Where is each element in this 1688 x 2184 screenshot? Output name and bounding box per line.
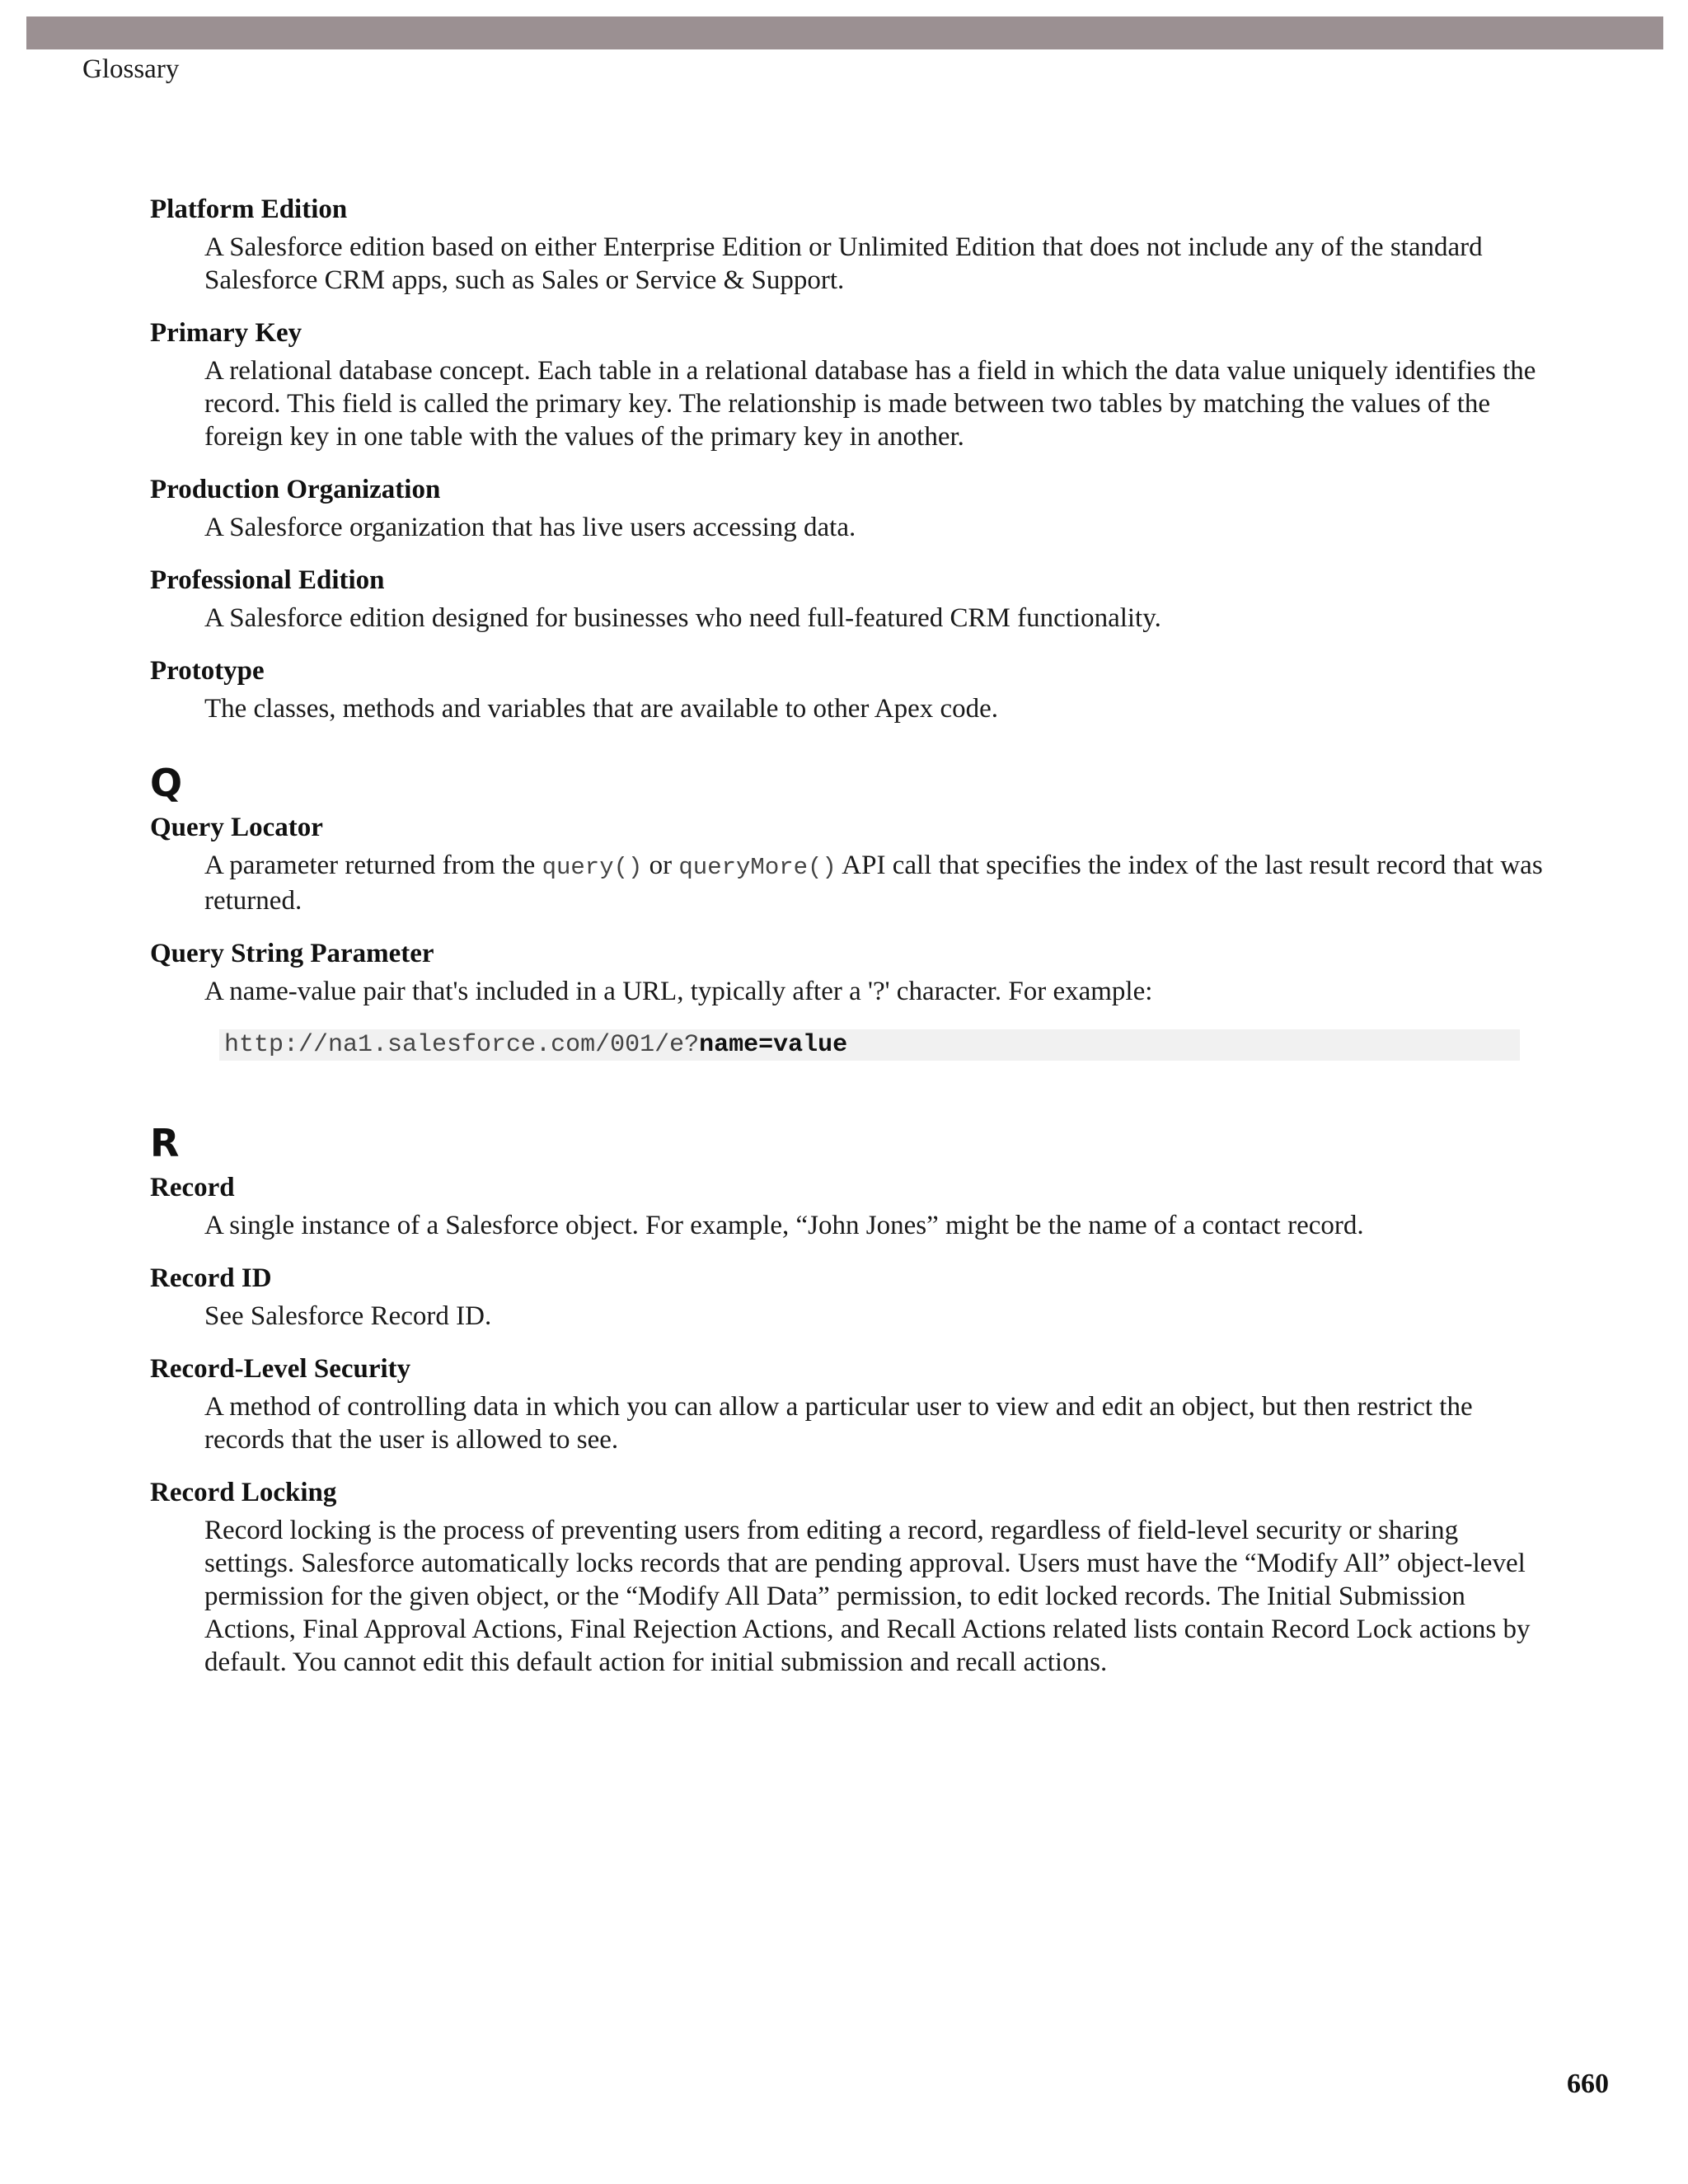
definition-record-level-security: A method of controlling data in which you can allow a particular user to view and edit an object, but then restrict the records that the user is allowed to see.	[204, 1392, 1473, 1455]
definition-text: or	[642, 851, 679, 880]
term-record: Record	[150, 1173, 235, 1202]
term-professional-edition: Professional Edition	[150, 565, 385, 595]
term-prototype: Prototype	[150, 656, 265, 686]
term-production-organization: Production Organization	[150, 475, 441, 504]
definition-platform-edition: A Salesforce edition based on either Enterprise Edition or Unlimited Edition that does not include any of the standard Salesforce CRM apps, such as Sales or Service & Support.	[204, 232, 1483, 295]
term-record-locking: Record Locking	[150, 1478, 337, 1507]
term-query-locator: Query Locator	[150, 813, 323, 842]
definition-text: API call that specifies the index of the last result record that was returned.	[204, 851, 1543, 916]
definition-query-string-parameter: A name-value pair that's included in a URL, typically after a '?' character. For example:	[204, 977, 1153, 1006]
definition-production-organization: A Salesforce organization that has live users accessing data.	[204, 513, 856, 542]
term-platform-edition: Platform Edition	[150, 194, 348, 224]
section-letter-r: R	[150, 1121, 180, 1165]
definition-query-locator	[204, 849, 1543, 917]
definition-primary-key: A relational database concept. Each table in a relational database has a field in which the data value uniquely identifies the record. This field is called the primary key. The relationship is made between two tables by matching the values of the foreign key in one table with the values of the primary key in another.	[204, 356, 1536, 452]
section-letter-q: Q	[150, 761, 183, 805]
term-record-level-security: Record-Level Security	[150, 1354, 411, 1384]
code-example-param: name=value	[699, 1031, 848, 1059]
definition-prototype: The classes, methods and variables that are available to other Apex code.	[204, 694, 999, 724]
term-primary-key: Primary Key	[150, 318, 302, 348]
definition-text: A parameter returned from the	[204, 851, 542, 880]
term-query-string-parameter: Query String Parameter	[150, 939, 434, 968]
page-number: 660	[1567, 2069, 1609, 2099]
definition-record: A single instance of a Salesforce object. For example, “John Jones” might be the name of a contact record.	[204, 1211, 1364, 1240]
definition-record-locking: Record locking is the process of preventing users from editing a record, regardless of field-level security or sharing settings. Salesforce automatically locks records that are pending approval. Users must have the “Modify All” object-level permission for the given object, or the “Modify All Data” permission, to edit locked records. The Initial Submission Actions, Final Approval Actions, Final Rejection Actions, and Recall Actions related lists contain Record Lock actions by default. You cannot edit this default action for initial submission and recall actions.	[204, 1516, 1531, 1677]
running-head: Glossary	[82, 54, 180, 84]
code-example-prefix: http://na1.salesforce.com/001/e?	[224, 1031, 700, 1059]
code-query-more: queryMore()	[678, 854, 837, 881]
definition-professional-edition: A Salesforce edition designed for businesses who need full-featured CRM functionality.	[204, 603, 1161, 633]
glossary-content	[150, 191, 1543, 1697]
header-bar	[26, 16, 1663, 49]
code-example-url	[219, 1029, 1520, 1061]
definition-record-id: See Salesforce Record ID.	[204, 1301, 492, 1331]
term-record-id: Record ID	[150, 1263, 272, 1293]
code-query: query()	[542, 854, 643, 881]
